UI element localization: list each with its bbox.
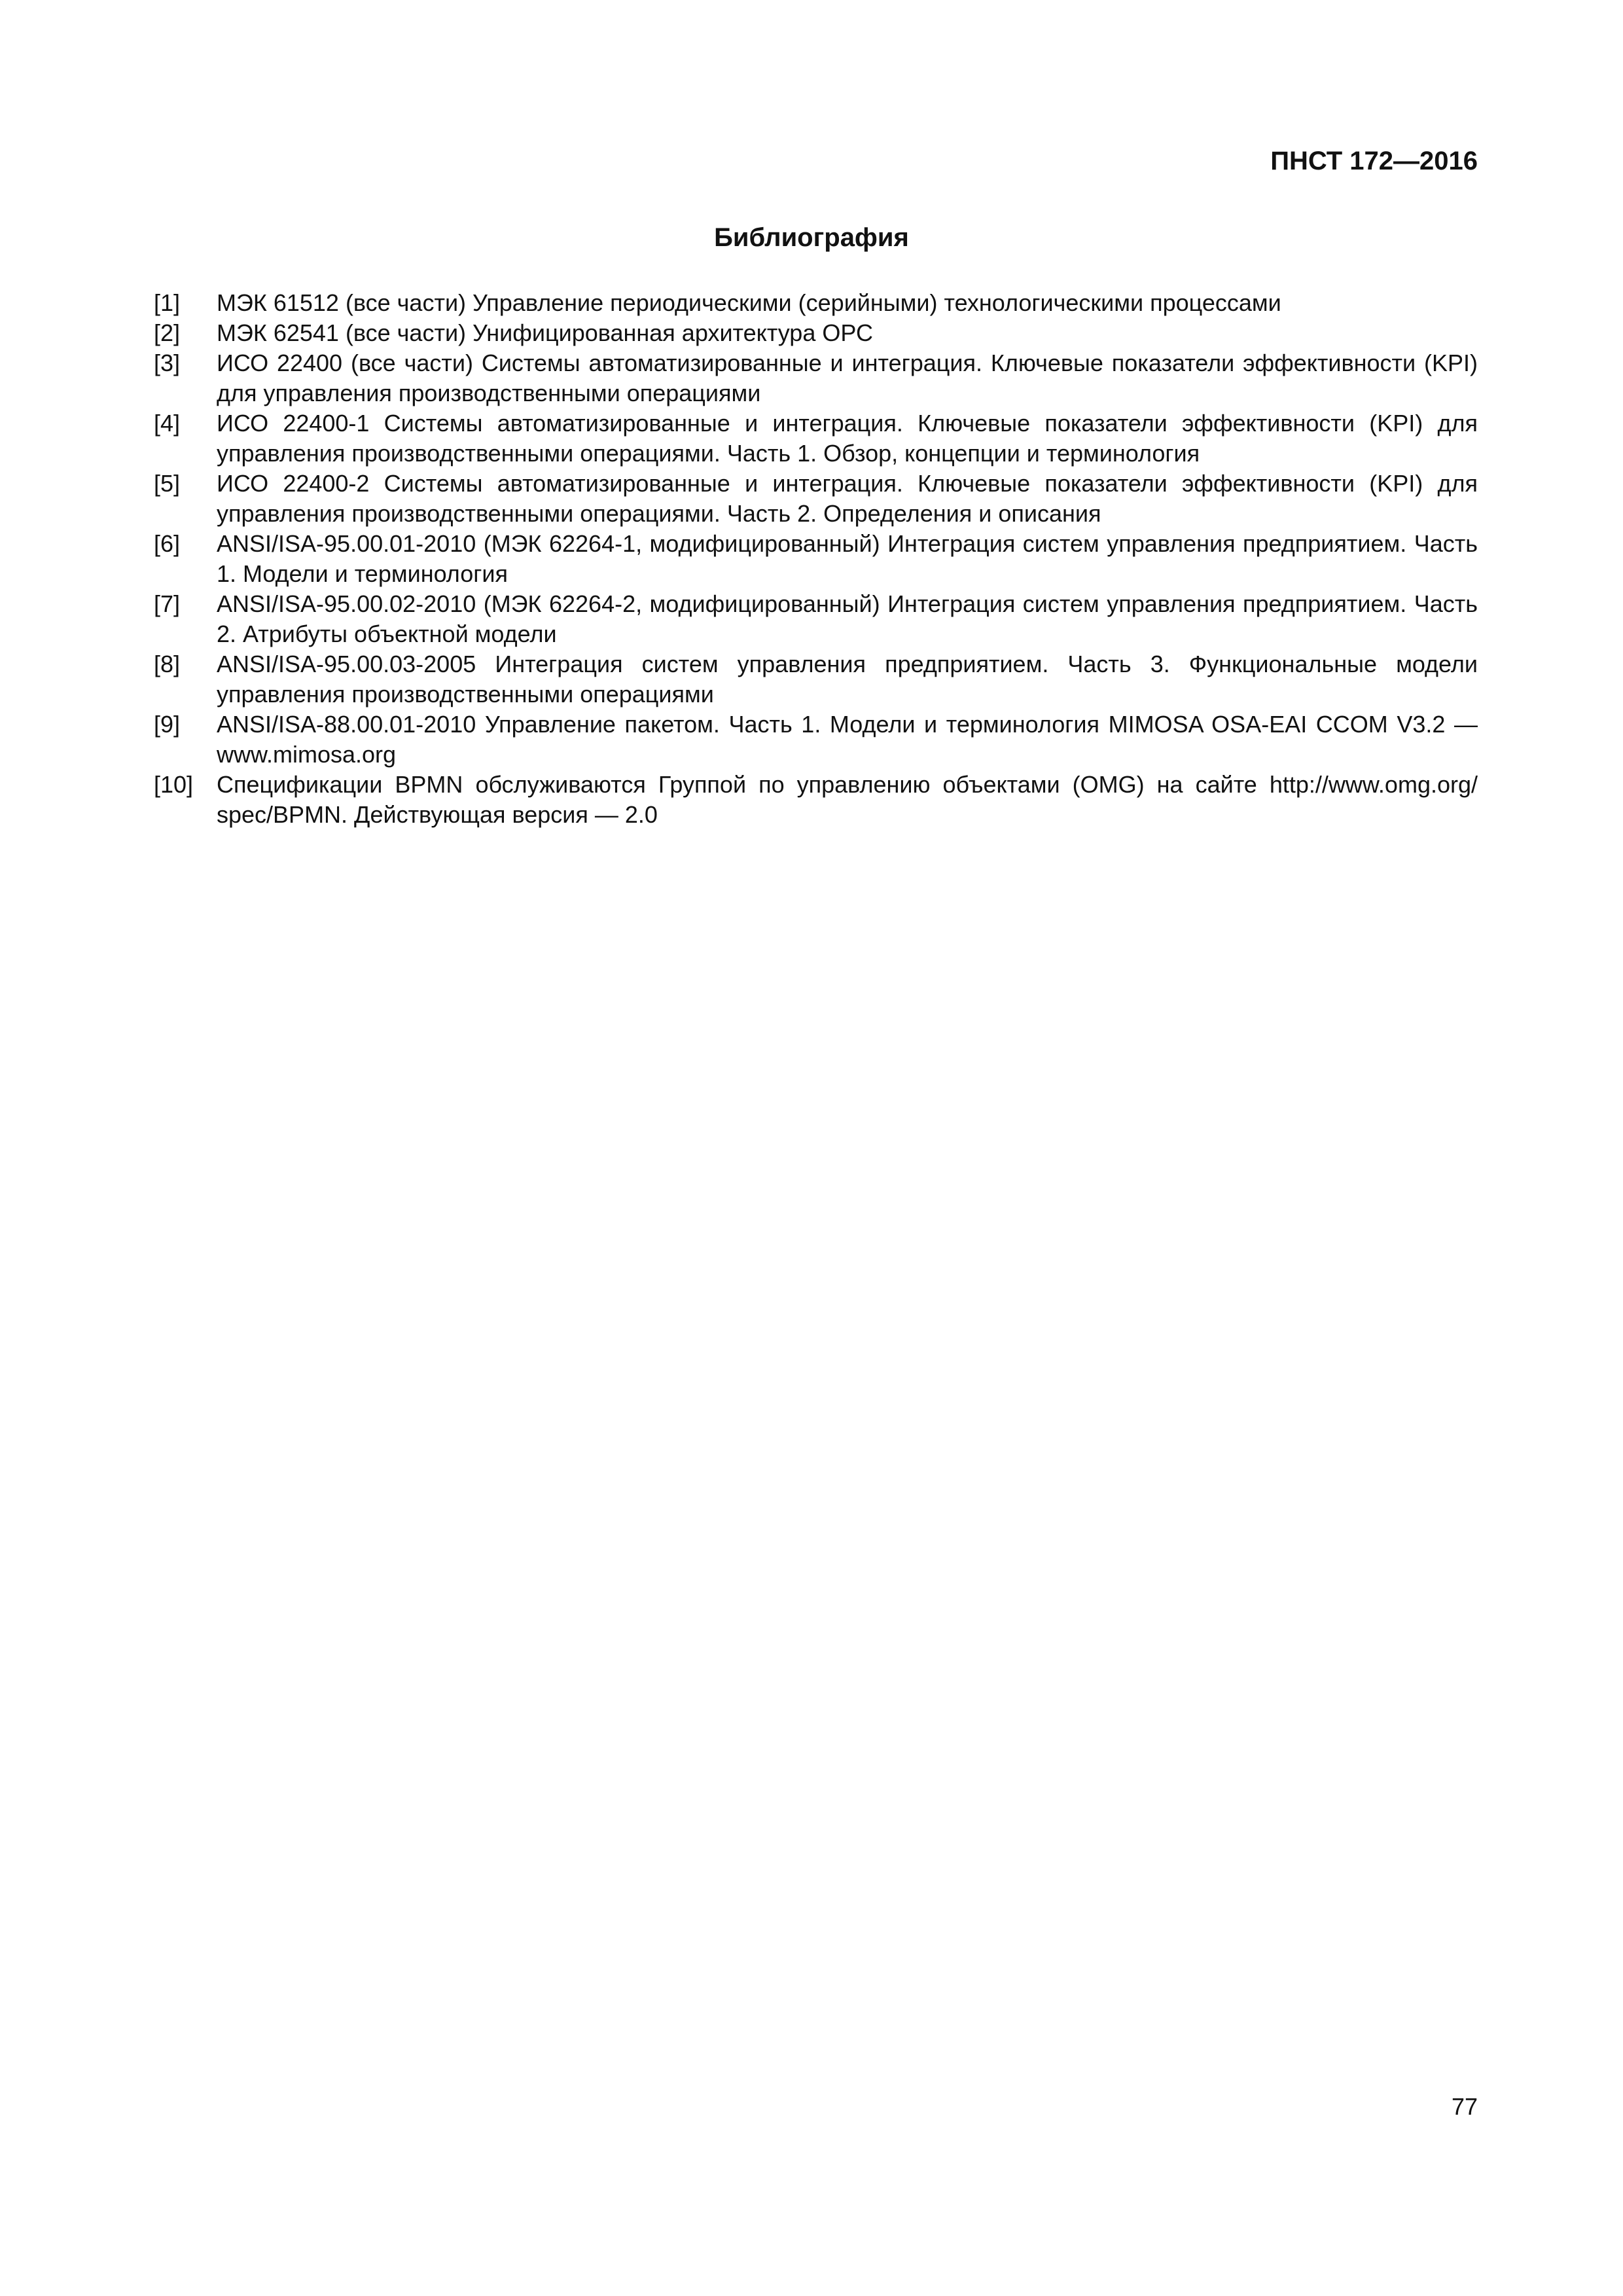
bibliography-item [154,288,1478,318]
bibliography-item-number: [9] [154,711,181,738]
bibliography-item [154,589,1478,649]
bibliography-item [154,408,1478,469]
bibliography-item-text: ANSI/ISA-95.00.02-2010 (МЭК 62264-2, модифицированный) Интеграция систем управления предприятием. Часть 2. Атрибуты объектной модели [217,590,1478,647]
bibliography-item-number: [6] [154,530,181,557]
bibliography-item-text: ИСО 22400-1 Системы автоматизированные и интеграция. Ключевые показатели эффективности (KPI) для управления производственными операциями. Часть 1. Обзор, концепции и терминология [217,410,1478,467]
bibliography-list [154,288,1478,830]
bibliography-item-number: [2] [154,319,181,346]
page-title: Библиография [714,223,909,252]
bibliography-item-number: [5] [154,470,181,497]
document-code: ПНСТ 172—2016 [1270,147,1478,175]
page-number: 77 [1451,2093,1478,2120]
bibliography-item-text: ANSI/ISA-88.00.01-2010 Управление пакетом. Часть 1. Модели и терминология MIMOSA OSA-EAI CCOM V3.2 — www.mimosa.org [217,711,1478,768]
bibliography-item [154,318,1478,348]
bibliography-item-number: [3] [154,350,181,376]
bibliography-item [154,709,1478,770]
bibliography-item-number: [4] [154,410,181,437]
bibliography-item-number: [10] [154,771,194,798]
bibliography-item [154,348,1478,408]
bibliography-item-number: [8] [154,651,181,677]
bibliography-item-text: ИСО 22400-2 Системы автоматизированные и интеграция. Ключевые показатели эффективности (KPI) для управления производственными операциями. Часть 2. Определения и описания [217,470,1478,527]
bibliography-item-text: МЭК 61512 (все части) Управление периодическими (серийными) технологическими процессами [217,289,1281,316]
bibliography-item-number: [1] [154,289,181,316]
bibliography-item-text: ИСО 22400 (все части) Системы автоматизированные и интеграция. Ключевые показатели эффективности (KPI) для управления производственными операциями [217,350,1478,406]
bibliography-item [154,469,1478,529]
bibliography-item [154,649,1478,709]
bibliography-item-number: [7] [154,590,181,617]
bibliography-item [154,770,1478,830]
bibliography-item [154,529,1478,589]
bibliography-item-text: Спецификации BPMN обслуживаются Группой по управлению объектами (OMG) на сайте http://www.omg.org/ spec/BPMN. Действующая версия — 2.0 [217,771,1478,828]
bibliography-item-text: ANSI/ISA-95.00.01-2010 (МЭК 62264-1, модифицированный) Интеграция систем управления предприятием. Часть 1. Модели и терминология [217,530,1478,587]
bibliography-item-text: ANSI/ISA-95.00.03-2005 Интеграция систем управления предприятием. Часть 3. Функциональные модели управления производственными операциями [217,651,1478,708]
bibliography-item-text: МЭК 62541 (все части) Унифицированная архитектура ОРС [217,319,873,346]
